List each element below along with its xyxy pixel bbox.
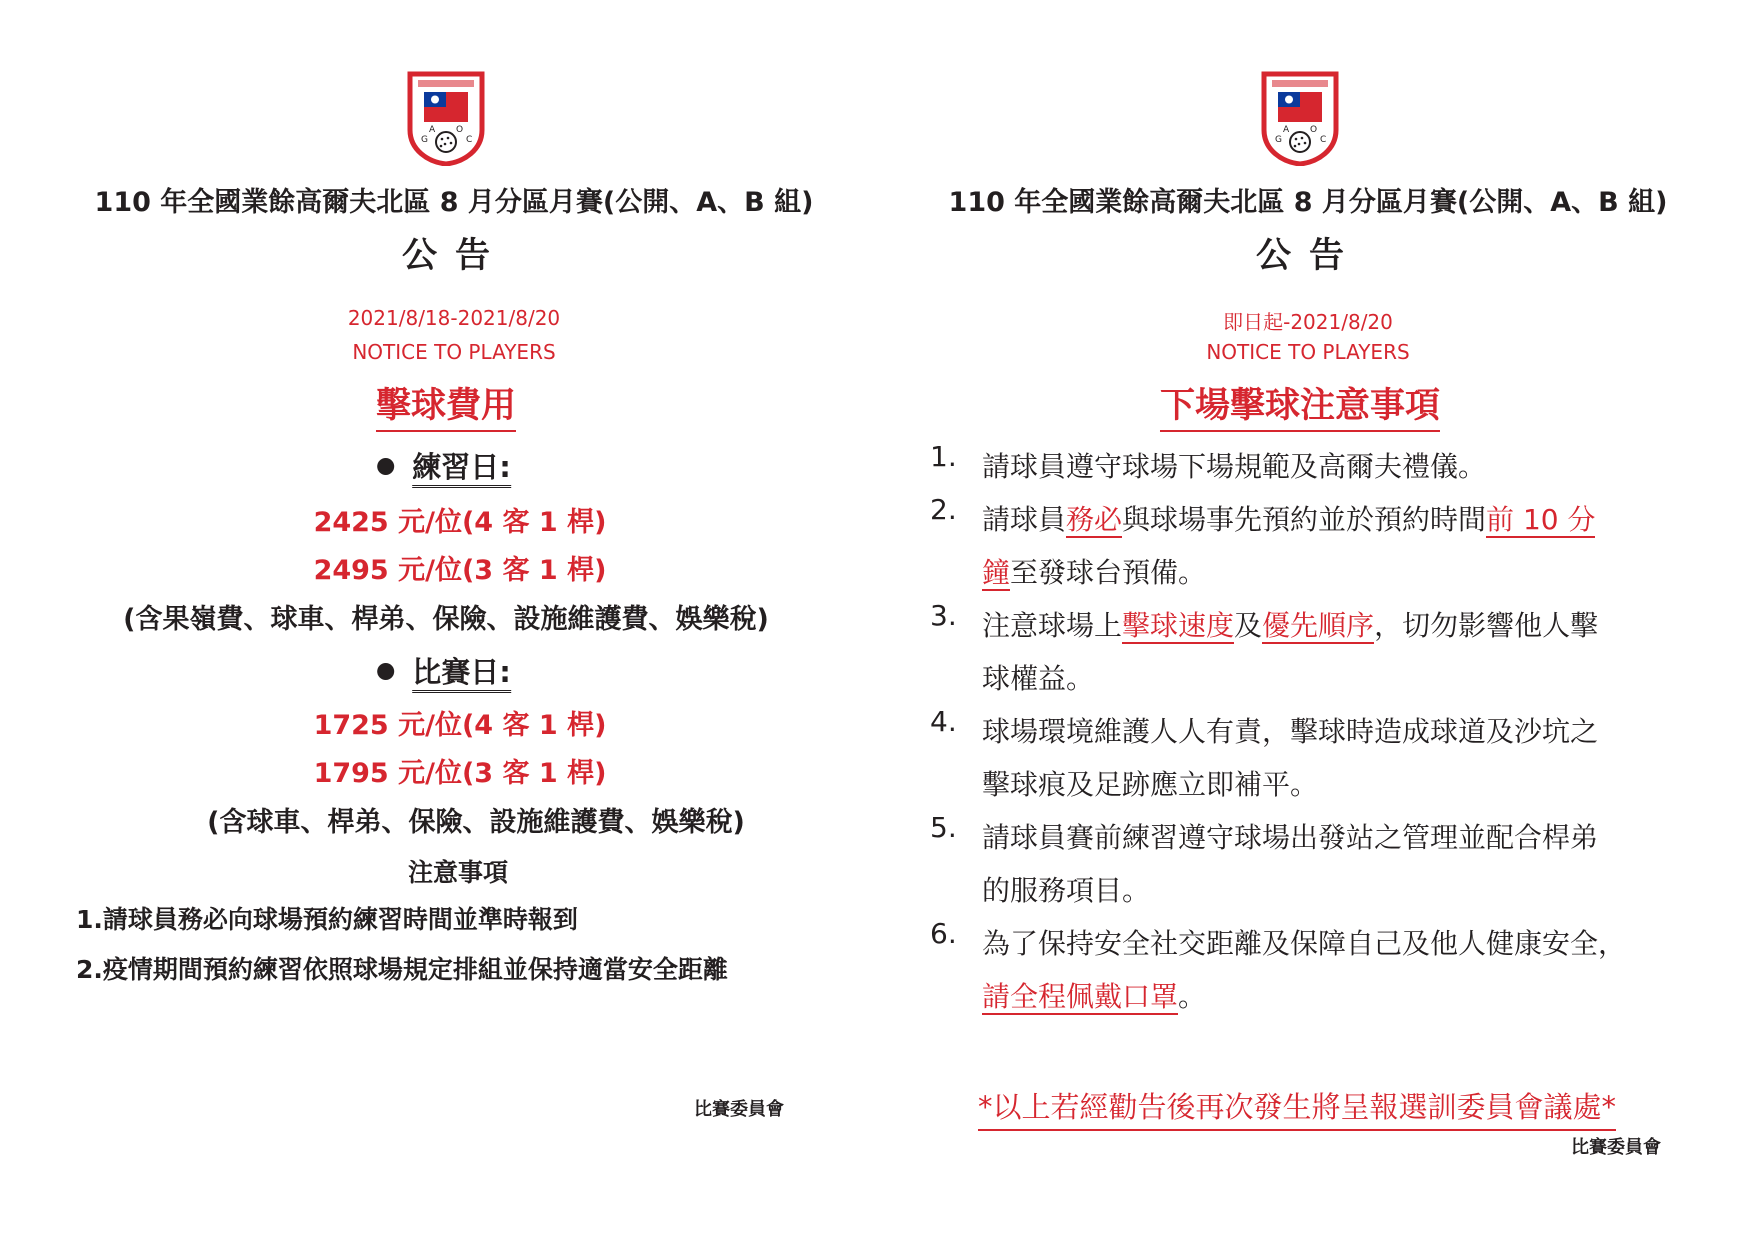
section-title-course-rules: 下場擊球注意事項 bbox=[1160, 378, 1440, 432]
section-title-fees: 擊球費用 bbox=[376, 378, 516, 432]
rule-text: 為了保持安全社交距離及保障自己及他人健康安全， bbox=[982, 927, 1627, 960]
notes-heading: 注意事項 bbox=[407, 858, 509, 887]
rule-line-2 bbox=[982, 652, 1690, 705]
practice-price-3: 2495 元/位(3 客 1 桿) bbox=[313, 555, 607, 586]
rule-text: 請球員賽前練習遵守球場出發站之管理並配合桿弟 bbox=[982, 821, 1599, 854]
match-day-heading bbox=[377, 650, 511, 691]
highlight-10-min-cont: 鐘 bbox=[982, 556, 1011, 589]
svg-text:C: C bbox=[466, 135, 473, 145]
notice-to-players: NOTICE TO PLAYERS bbox=[352, 340, 556, 364]
rule-text: 注意球場上 bbox=[982, 609, 1123, 642]
svg-text:A: A bbox=[429, 125, 436, 135]
note-item-2: 2.疫情期間預約練習依照球場規定排組並保持適當安全距離 bbox=[76, 955, 728, 984]
rule-number: 2. bbox=[930, 493, 957, 526]
garoc-logo-icon bbox=[404, 70, 488, 166]
notice-heading: 公告 bbox=[401, 236, 509, 276]
rule-text: 至發球台預備。 bbox=[1010, 556, 1207, 589]
rule-number: 5. bbox=[930, 811, 957, 844]
practice-day-heading bbox=[377, 445, 511, 486]
rule-line-1 bbox=[982, 493, 1690, 546]
rule-number: 6. bbox=[930, 917, 957, 950]
practice-day-label: 練習日: bbox=[412, 450, 511, 488]
rule-line-1 bbox=[982, 599, 1690, 652]
svg-text:O: O bbox=[1310, 125, 1318, 135]
highlight-10-min: 前 10 分 bbox=[1486, 503, 1596, 536]
rule-text: 。 bbox=[1178, 980, 1207, 1013]
svg-text:O: O bbox=[456, 125, 464, 135]
rule-text: 及 bbox=[1234, 609, 1263, 642]
date-range: 2021/8/18-2021/8/20 bbox=[347, 306, 561, 330]
note-item-1: 1.請球員務必向球場預約練習時間並準時報到 bbox=[76, 905, 578, 934]
committee-signature: 比賽委員會 bbox=[694, 1099, 784, 1120]
rule-text: 與球場事先預約並於預約時間 bbox=[1122, 503, 1487, 536]
rule-line-2 bbox=[982, 970, 1690, 1023]
rule-line-2 bbox=[982, 864, 1690, 917]
rule-number: 1. bbox=[930, 440, 957, 473]
notice-heading: 公告 bbox=[1255, 236, 1363, 276]
rule-line-2 bbox=[982, 758, 1690, 811]
highlight-pace-of-play: 擊球速度 bbox=[1122, 609, 1235, 642]
date-range: 即日起-2021/8/20 bbox=[1223, 310, 1393, 334]
svg-text:G: G bbox=[421, 135, 428, 145]
rule-text: 球權益。 bbox=[982, 662, 1095, 695]
highlight-must: 務必 bbox=[1066, 503, 1123, 536]
committee-signature: 比賽委員會 bbox=[1571, 1137, 1661, 1158]
rule-number: 4. bbox=[930, 705, 957, 738]
svg-text:A: A bbox=[1283, 125, 1290, 135]
rule-text: ，切勿影響他人擊 bbox=[1374, 609, 1599, 642]
match-day-label: 比賽日: bbox=[412, 655, 511, 693]
rule-text: 球場環境維護人人有責，擊球時造成球道及沙坑之 bbox=[982, 715, 1599, 748]
rule-line-1 bbox=[982, 705, 1690, 758]
rule-text: 請球員 bbox=[982, 503, 1067, 536]
match-includes: (含球車、桿弟、保險、設施維護費、娛樂稅) bbox=[207, 807, 745, 838]
rule-text: 擊球痕及足跡應立即補平。 bbox=[982, 768, 1319, 801]
highlight-priority: 優先順序 bbox=[1262, 609, 1375, 642]
bullet-icon bbox=[377, 458, 394, 475]
garoc-logo-icon bbox=[1258, 70, 1342, 166]
practice-price-4: 2425 元/位(4 客 1 桿) bbox=[313, 507, 607, 538]
rule-line-2 bbox=[982, 546, 1690, 599]
rule-line-1 bbox=[982, 917, 1690, 970]
bullet-icon bbox=[377, 663, 394, 680]
notice-to-players: NOTICE TO PLAYERS bbox=[1206, 340, 1410, 364]
rule-line-1 bbox=[982, 811, 1690, 864]
svg-text:G: G bbox=[1275, 135, 1282, 145]
match-price-3: 1795 元/位(3 客 1 桿) bbox=[313, 758, 607, 789]
match-price-4: 1725 元/位(4 客 1 桿) bbox=[313, 710, 607, 741]
warning-note: *以上若經勸告後再次發生將呈報選訓委員會議處* bbox=[978, 1085, 1616, 1131]
rule-number: 3. bbox=[930, 599, 957, 632]
page-title: 110 年全國業餘高爾夫北區 8 月分區月賽(公開、A、B 組) bbox=[94, 187, 814, 218]
page-title: 110 年全國業餘高爾夫北區 8 月分區月賽(公開、A、B 組) bbox=[948, 187, 1668, 218]
rule-line-1 bbox=[982, 440, 1690, 493]
rule-text: 請球員遵守球場下場規範及高爾夫禮儀。 bbox=[982, 450, 1487, 483]
rule-text: 的服務項目。 bbox=[982, 874, 1151, 907]
svg-text:C: C bbox=[1320, 135, 1327, 145]
practice-includes: (含果嶺費、球車、桿弟、保險、設施維護費、娛樂稅) bbox=[123, 604, 769, 635]
highlight-wear-mask: 請全程佩戴口罩 bbox=[982, 980, 1179, 1013]
